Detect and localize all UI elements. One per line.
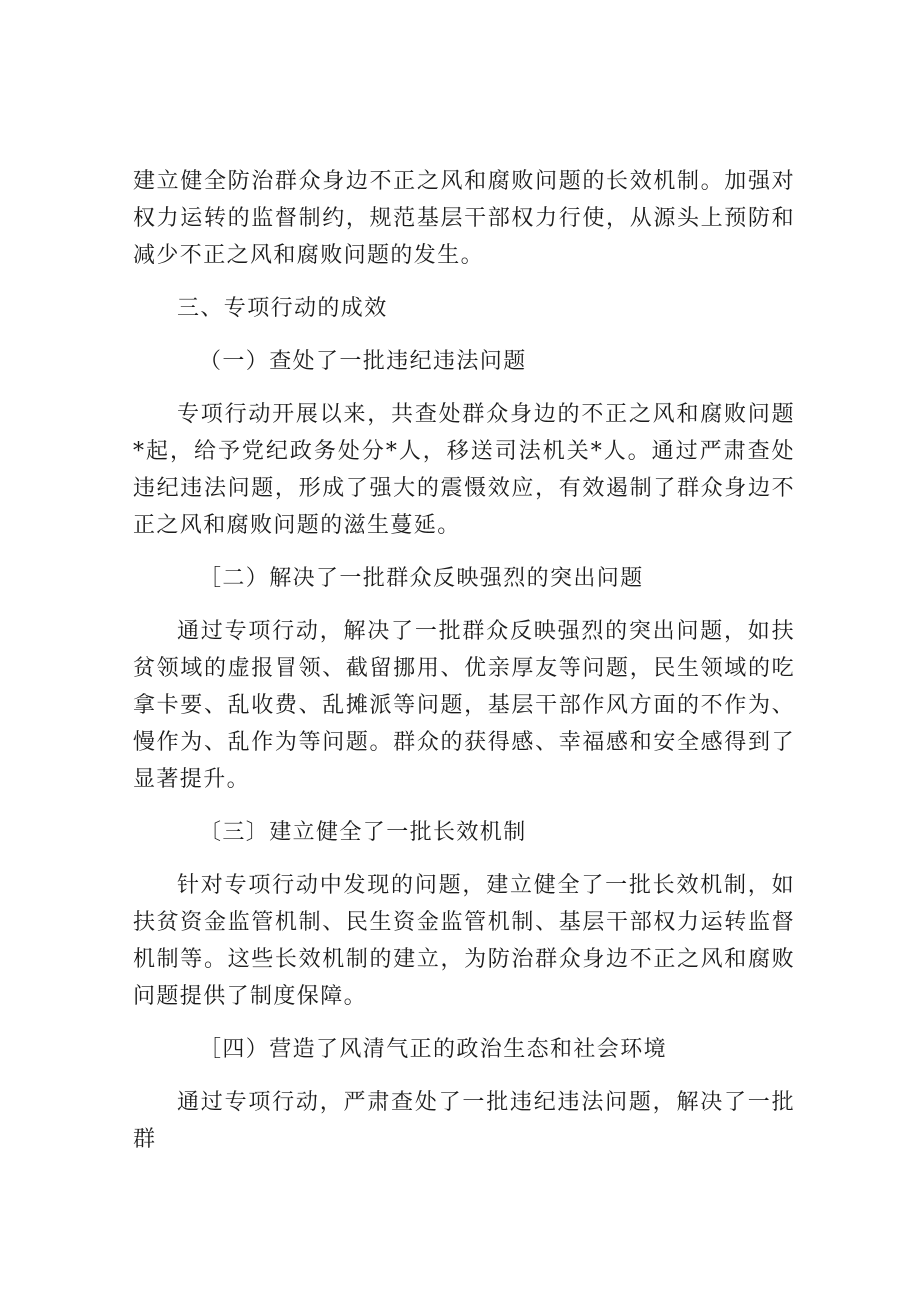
paragraph-2: 通过专项行动，解决了一批群众反映强烈的突出问题，如扶贫领域的虚报冒领、截留挪用、优亲厚友等问题，民生领域的吃拿卡要、乱收费、乱摊派等问题，基层干部作风方面的不作为、慢作为、乱作为等问题。群众的获得感、幸福感和安全感得到了显著提升。 <box>133 619 795 792</box>
paragraph-continuation: 建立健全防治群众身边不正之风和腐败问题的长效机制。加强对权力运转的监督制约，规范基层干部权力行使，从源头上预防和减少不正之风和腐败问题的发生。 <box>133 169 795 268</box>
subheading-2: ［二）解决了一批群众反映强烈的突出问题 <box>199 566 644 591</box>
subheading-3: 〔三〕建立健全了一批长效机制 <box>199 820 527 845</box>
subheading-1: （一）查处了一批违纪违法问题 <box>199 349 527 374</box>
paragraph-4: 通过专项行动，严肃查处了一批违纪违法问题，解决了一批群 <box>133 1090 795 1152</box>
section-heading-3: 三、专项行动的成效 <box>177 296 388 321</box>
subheading-4: ［四）营造了风清气正的政治生态和社会环境 <box>199 1037 668 1062</box>
paragraph-3: 针对专项行动中发现的问题，建立健全了一批长效机制，如扶贫资金监管机制、民生资金监管机制、基层干部权力运转监督机制等。这些长效机制的建立，为防治群众身边不正之风和腐败问题提供了制度保障。 <box>133 873 795 1009</box>
paragraph-1: 专项行动开展以来，共查处群众身边的不正之风和腐败问题*起，给予党纪政务处分*人，移送司法机关*人。通过严肃查处违纪违法问题，形成了强大的震慑效应，有效遏制了群众身边不正之风和腐败问题的滋生蔓延。 <box>133 402 795 538</box>
document-body <box>133 163 795 1174</box>
